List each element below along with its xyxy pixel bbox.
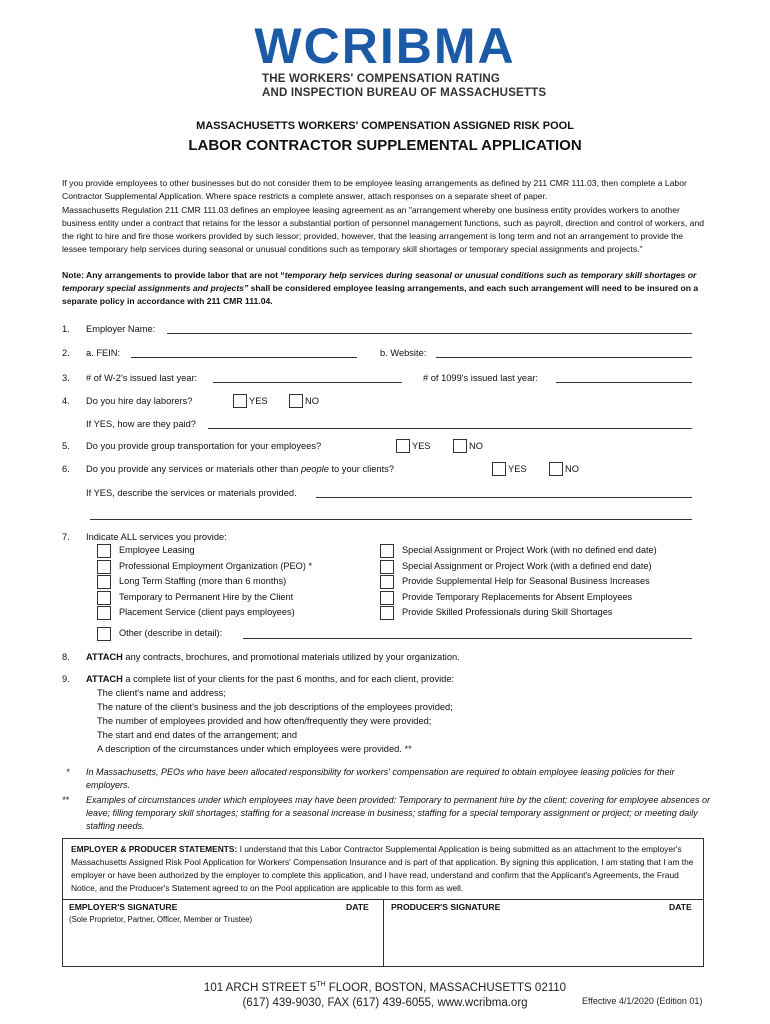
q5-no-checkbox[interactable] [453,439,467,453]
page-title: LABOR CONTRACTOR SUPPLEMENTAL APPLICATION [188,137,582,154]
address-sup: TH [316,981,326,988]
service-checkbox-special-no-end[interactable] [380,544,394,558]
service-checkbox-skilled[interactable] [380,606,394,620]
footnote-1: In Massachusetts, PEOs who have been allocated responsibility for workers' compensation are required to obtain employee leasing policies for their employers. [86,767,675,790]
employer-name-field[interactable] [167,333,692,334]
q6-yes-checkbox[interactable] [492,462,506,476]
q1-number: 1. [62,324,70,334]
q5-yes-checkbox[interactable] [396,439,410,453]
q8-text: any contracts, brochures, and promotional materials utilized by your organization. [122,652,460,662]
q9-label [86,672,454,686]
service-checkbox-replacements[interactable] [380,591,394,605]
service-right-label: Provide Skilled Professionals during Skill Shortages [402,607,613,617]
services-field-line-2[interactable] [90,519,692,520]
q7-label: Indicate ALL services you provide: [86,532,227,542]
day-labor-pay-field[interactable] [208,428,692,429]
1099-count-field[interactable] [556,382,692,383]
q4-no-checkbox[interactable] [289,394,303,408]
intro-note [62,269,710,308]
q6-no-checkbox[interactable] [549,462,563,476]
q9-attach: ATTACH [86,674,123,684]
q4-followup-label: If YES, how are they paid? [86,419,196,429]
footnote-2-mark: ** [62,795,70,805]
q5-number: 5. [62,441,70,451]
employer-date-label: DATE [346,902,369,912]
intro-paragraph-1: If you provide employees to other businesses but do not consider them to be employee leasing arrangements as defined by 211 CMR 111.03, then complete a Labor Contractor Supplemental Application. Where space restricts a complete answer, attach responses on a separate sheet of paper. [62,178,687,201]
q6-label-a: Do you provide any services or materials other than [86,464,301,474]
q4-yes-checkbox[interactable] [233,394,247,408]
q6-label [86,462,394,476]
q9-item: A description of the circumstances under which employees were provided. ** [97,744,412,754]
q6-yes-label: YES [508,464,527,474]
employer-signature-field[interactable] [69,930,379,964]
statement-label: EMPLOYER & PRODUCER STATEMENTS: [71,844,238,854]
service-checkbox-special-end[interactable] [380,560,394,574]
q6-no-label: NO [565,464,579,474]
q5-no-label: NO [469,441,483,451]
website-field[interactable] [436,357,692,358]
service-right-label: Provide Supplemental Help for Seasonal Business Increases [402,576,650,586]
q3a-label: # of W-2's issued last year: [86,373,198,383]
q7-number: 7. [62,532,70,542]
service-right-label: Provide Temporary Replacements for Absent Employees [402,592,633,602]
q3-number: 3. [62,373,70,383]
signature-divider [383,900,384,967]
statement-body: I understand that this Labor Contractor Supplemental Application is being submitted as an attachment to the employer's Massachusetts Assigned Risk Pool Application for Workers' Compensation Insurance and is part of that application. By signing this application, I am stating that I am the employer or have been authorized by the employer to complete this application, and I have read, understand and confirm that the Applicant's Agreements, the Fraud Notice, and the Producer's Statement agreed to on the Pool application are applicable to this form as well. [71,844,694,893]
q4-no-label: NO [305,396,319,406]
service-checkbox-other[interactable] [97,627,111,641]
q2-number: 2. [62,348,70,358]
q8-number: 8. [62,652,70,662]
signature-row [63,899,703,967]
address-part-a: 101 ARCH STREET 5 [203,981,317,994]
logo-text: WCRIBMA [254,18,516,74]
statement-text [71,843,695,895]
fein-field[interactable] [131,357,357,358]
service-checkbox-placement[interactable] [97,606,111,620]
wcribma-logo [0,18,770,74]
q6-number: 6. [62,464,70,474]
q6-label-c: to your clients? [328,464,395,474]
producer-signature-label: PRODUCER'S SIGNATURE [391,902,501,912]
address-part-b: FLOOR, BOSTON, MASSACHUSETTS 02110 [325,981,567,994]
q5-label: Do you provide group transportation for your employees? [86,441,322,451]
phone-line: (617) 439-9030, FAX (617) 439-6055, www.wcribma.org [242,996,528,1009]
org-line-2: AND INSPECTION BUREAU OF MASSACHUSETTS [262,87,547,99]
other-label: Other (describe in detail): [119,628,223,638]
producer-signature-field[interactable] [389,930,699,964]
note-part-b: temporary help services during seasonal or unusual conditions such as temporary skill shortages or temporary special assignments and projects” [62,270,697,293]
q5-yes-label: YES [412,441,431,451]
service-checkbox-seasonal[interactable] [380,575,394,589]
statement-box [62,838,704,967]
address-line [0,977,770,996]
footnote-2: Examples of circumstances under which employees may have been provided: Temporary to permanent hire by the client; covering for employee absences or leave; filling temporary skill shortages; staffing for a seasonal increase in business; staffing for a special temporary assignment or project; or meeting daily staffing needs. [86,795,710,831]
service-left-label: Professional Employment Organization (PEO) * [119,561,313,571]
q6-label-b: people [300,464,329,474]
footnote-1-mark: * [66,767,70,777]
service-left-label: Long Term Staffing (more than 6 months) [119,576,287,586]
q4-label: Do you hire day laborers? [86,396,193,406]
service-left-label: Placement Service (client pays employees) [119,607,295,617]
service-checkbox-peo[interactable] [97,560,111,574]
service-checkbox-employee-leasing[interactable] [97,544,111,558]
note-part-c: shall be considered employee leasing arrangements, and each such arrangement will need to be insured on a separate policy in accordance with 211 CMR 111.04. [62,283,699,306]
q1-label: Employer Name: [86,324,156,334]
note-part-a: Note: Any arrangements to provide labor that are not “ [62,270,285,280]
service-checkbox-temp-to-perm[interactable] [97,591,111,605]
q9-item: The nature of the client's business and the job descriptions of the employees provided; [97,702,453,712]
q9-item: The number of employees provided and how often/frequently they were provided; [97,716,432,726]
service-left-label: Temporary to Permanent Hire by the Client [119,592,294,602]
service-left-label: Employee Leasing [119,545,195,555]
q9-text: a complete list of your clients for the past 6 months, and for each client, provide: [122,674,455,684]
employer-signature-sublabel: (Sole Proprietor, Partner, Officer, Member or Trustee) [69,915,253,924]
intro-paragraph-2: Massachusetts Regulation 211 CMR 111.03 defines an employee leasing agreement as an "arrangement whereby one business entity provides workers to another business entity under a contract that retains for the lessor a substantial portion of personnel management functions, such as payroll, direction and control of workers, and the right to hire and fire those workers provided by such lessor; provided, however, that the leasing arrangement is long term and not an arrangement to provide the lessee temporary help services during seasonal or unusual conditions such as temporary skill shortages or temporary special assignments and projects." [62,205,705,254]
q6-followup-label: If YES, describe the services or materials provided. [86,488,297,498]
service-right-label: Special Assignment or Project Work (with a defined end date) [402,561,652,571]
q3b-label: # of 1099's issued last year: [423,373,538,383]
org-name [262,72,562,100]
w2-count-field[interactable] [213,382,402,383]
employer-signature-label: EMPLOYER'S SIGNATURE [69,902,178,912]
q9-number: 9. [62,674,70,684]
service-checkbox-long-term[interactable] [97,575,111,589]
q4-yes-label: YES [249,396,268,406]
q2b-label: b. Website: [380,348,427,358]
edition-label: Effective 4/1/2020 (Edition 01) [582,996,703,1006]
q9-item: The start and end dates of the arrangement; and [97,730,298,740]
q8-label [86,650,460,664]
q2a-label: a. FEIN: [86,348,121,358]
q9-item: The client's name and address; [97,688,226,698]
producer-date-label: DATE [669,902,692,912]
service-right-label: Special Assignment or Project Work (with no defined end date) [402,545,657,555]
q8-attach: ATTACH [86,652,123,662]
q4-number: 4. [62,396,70,406]
services-field-line-1[interactable] [316,497,692,498]
other-description-field[interactable] [243,638,692,639]
org-line-1: THE WORKERS' COMPENSATION RATING [262,73,501,85]
pool-heading: MASSACHUSETTS WORKERS' COMPENSATION ASSIGNED RISK POOL [196,120,574,132]
